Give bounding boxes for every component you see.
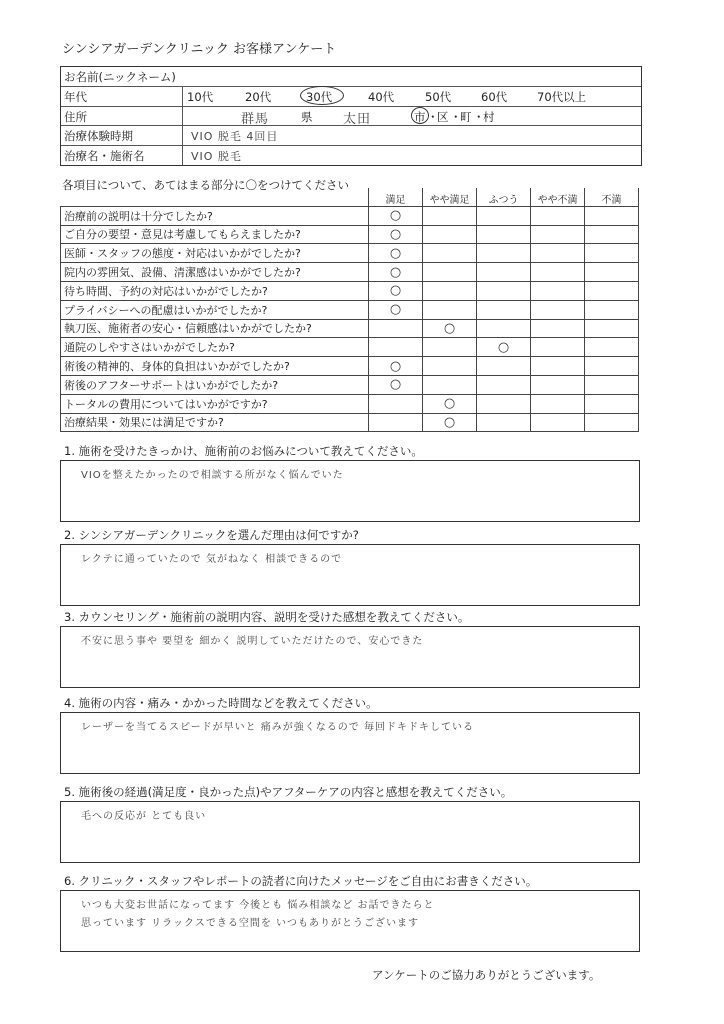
rating-circle-mark: ○ [389, 208, 402, 224]
rating-row [61, 281, 639, 300]
rating-cell[interactable] [369, 263, 423, 282]
footer-thanks: アンケートのご協力ありがとうございます。 [372, 968, 601, 982]
rating-cell[interactable] [585, 225, 639, 244]
rating-row [61, 338, 639, 357]
question-title: 6. クリニック・スタッフやレポートの読者に向けたメッセージをご自由にお書きください。 [64, 874, 538, 888]
address-prefecture: 群馬 [241, 111, 270, 127]
rating-cell[interactable] [531, 357, 585, 376]
answer-box[interactable] [60, 801, 640, 863]
rating-row [61, 357, 639, 376]
rating-cell[interactable] [531, 413, 585, 432]
rating-cell[interactable] [369, 225, 423, 244]
rating-cell[interactable] [585, 300, 639, 319]
rating-question: 治療前の説明は十分でしたか? [61, 206, 369, 225]
rating-cell[interactable] [531, 394, 585, 413]
rating-cell[interactable] [369, 281, 423, 300]
rating-cell[interactable] [531, 338, 585, 357]
rating-question: トータルの費用についてはいかがですか? [61, 394, 369, 413]
rating-circle-mark: ○ [497, 339, 510, 355]
rating-question: 術後のアフターサポートはいかがでしたか? [61, 375, 369, 394]
treatment-value: VIO 脱毛 [191, 150, 242, 164]
rating-row [61, 394, 639, 413]
rating-cell[interactable] [423, 206, 477, 225]
name-label: お名前(ニックネーム) [64, 70, 176, 84]
rating-cell[interactable] [423, 300, 477, 319]
rating-cell[interactable] [531, 225, 585, 244]
rating-circle-mark: ○ [389, 358, 402, 374]
rating-table [60, 188, 639, 432]
rating-cell[interactable] [477, 300, 531, 319]
rating-cell[interactable] [423, 244, 477, 263]
handwritten-answer: VIOを整えたかったので相談する所がなく悩んでいた [81, 470, 344, 481]
rating-circle-mark: ○ [389, 264, 402, 280]
rating-cell[interactable] [585, 244, 639, 263]
handwritten-answer: レーザーを当てるスピードが早いと 痛みが強くなるので 毎回ドキドキしている [81, 722, 474, 733]
rating-row [61, 413, 639, 432]
rating-cell[interactable] [585, 206, 639, 225]
rating-cell[interactable] [477, 319, 531, 338]
age-option[interactable]: 10代 [187, 89, 214, 104]
rating-cell[interactable] [585, 357, 639, 376]
rating-circle-mark: ○ [389, 302, 402, 318]
treatment-label: 治療名・施術名 [64, 149, 145, 164]
address-city: 太田 [343, 111, 372, 127]
address-unit-selected[interactable]: 市 [414, 109, 426, 125]
age-option[interactable]: 70代以上 [537, 89, 587, 104]
rating-cell[interactable] [531, 244, 585, 263]
rating-cell[interactable] [585, 375, 639, 394]
address-unit[interactable]: 村 [483, 109, 495, 124]
rating-cell[interactable] [531, 206, 585, 225]
rating-circle-mark: ○ [443, 320, 456, 336]
rating-cell[interactable] [369, 300, 423, 319]
address-row: 住所 群馬 県 太田 市 ・ 区 ・ 町 ・ 村 [61, 107, 641, 127]
rating-row [61, 244, 639, 263]
address-unit[interactable]: 町 [460, 109, 472, 124]
rating-cell[interactable] [369, 394, 423, 413]
experience-row [61, 126, 641, 146]
rating-cell[interactable] [585, 263, 639, 282]
address-ken: 県 [301, 109, 313, 124]
rating-cell[interactable] [477, 225, 531, 244]
rating-circle-mark: ○ [389, 283, 402, 299]
rating-row [61, 206, 639, 225]
rating-cell[interactable] [423, 225, 477, 244]
rating-question: 通院のしやすさはいかがでしたか? [61, 338, 369, 357]
answer-box[interactable] [60, 890, 640, 952]
rating-column-header: 満足 [369, 188, 423, 206]
rating-cell[interactable] [477, 206, 531, 225]
rating-cell[interactable] [531, 319, 585, 338]
rating-column-header: やや満足 [423, 188, 477, 206]
rating-cell[interactable] [531, 300, 585, 319]
handwritten-answer: レクテに通っていたので 気がねなく 相談できるので [81, 554, 343, 565]
question-title: 4. 施術の内容・痛み・かかった時間などを教えてください。 [64, 696, 378, 710]
rating-cell[interactable] [369, 206, 423, 225]
age-option[interactable]: 40代 [368, 89, 395, 104]
age-option[interactable]: 60代 [481, 89, 508, 104]
rating-cell[interactable] [477, 281, 531, 300]
rating-question: 院内の雰囲気、設備、清潔感はいかがでしたか? [61, 263, 369, 282]
address-label: 住所 [64, 109, 87, 124]
age-option[interactable]: 50代 [425, 89, 452, 104]
treatment-row [61, 146, 641, 165]
experience-label: 治療体験時期 [64, 129, 133, 144]
rating-cell[interactable] [423, 263, 477, 282]
rating-circle-mark: ○ [389, 245, 402, 261]
rating-question: 待ち時間、予約の対応はいかがでしたか? [61, 281, 369, 300]
rating-cell[interactable] [585, 338, 639, 357]
rating-cell[interactable] [369, 319, 423, 338]
rating-circle-mark: ○ [443, 414, 456, 430]
rating-question: 医師・スタッフの態度・対応はいかがでしたか? [61, 244, 369, 263]
rating-cell[interactable] [423, 357, 477, 376]
info-box [60, 66, 642, 166]
rating-cell[interactable] [477, 375, 531, 394]
form-title: シンシアガーデンクリニック お客様アンケート [62, 42, 337, 57]
handwritten-answer: 毛への反応が とても良い [81, 811, 207, 822]
rating-cell[interactable] [423, 319, 477, 338]
rating-cell[interactable] [585, 281, 639, 300]
age-option-selected[interactable]: 30代 [306, 89, 332, 105]
rating-cell[interactable] [423, 394, 477, 413]
answer-box[interactable] [60, 460, 640, 522]
rating-cell[interactable] [369, 244, 423, 263]
rating-question: 治療結果・効果には満足ですか? [61, 413, 369, 432]
rating-question: プライバシーへの配慮はいかがでしたか? [61, 300, 369, 319]
rating-row [61, 375, 639, 394]
rating-cell[interactable] [477, 338, 531, 357]
age-option[interactable]: 20代 [245, 89, 272, 104]
address-unit[interactable]: 区 [437, 109, 449, 124]
rating-row [61, 263, 639, 282]
rating-column-header: やや不満 [531, 188, 585, 206]
question-title: 2. シンシアガーデンクリニックを選んだ理由は何ですか? [64, 528, 359, 542]
rating-column-header: ふつう [477, 188, 531, 206]
rating-circle-mark: ○ [389, 226, 402, 242]
rating-cell[interactable] [423, 375, 477, 394]
rating-cell[interactable] [423, 413, 477, 432]
question-title: 1. 施術を受けたきっかけ、施術前のお悩みについて教えてください。 [64, 444, 423, 458]
rating-cell[interactable] [585, 319, 639, 338]
rating-cell[interactable] [477, 263, 531, 282]
rating-cell[interactable] [477, 244, 531, 263]
rating-cell[interactable] [531, 375, 585, 394]
rating-question: 執刀医、施術者の安心・信頼感はいかがでしたか? [61, 319, 369, 338]
handwritten-answer: 思っています リラックスできる空間を いつもありがとうございます [81, 918, 420, 929]
rating-cell[interactable] [369, 338, 423, 357]
rating-cell[interactable] [531, 281, 585, 300]
name-row [61, 67, 641, 87]
rating-column-header: 不満 [585, 188, 639, 206]
question-title: 3. カウンセリング・施術前の説明内容、説明を受けた感想を教えてください。 [64, 610, 470, 624]
answer-box[interactable] [60, 544, 640, 606]
rating-cell[interactable] [477, 413, 531, 432]
rating-question: ご自分の要望・意見は考慮してもらえましたか? [61, 225, 369, 244]
rating-cell[interactable] [585, 413, 639, 432]
rating-circle-mark: ○ [389, 377, 402, 393]
rating-question: 術後の精神的、身体的負担はいかがでしたか? [61, 357, 369, 376]
rating-row [61, 319, 639, 338]
rating-cell[interactable] [369, 375, 423, 394]
question-title: 5. 施術後の経過(満足度・良かった点)やアフターケアの内容と感想を教えてください。 [64, 785, 513, 799]
answer-box[interactable] [60, 626, 640, 688]
rating-cell[interactable] [477, 394, 531, 413]
rating-cell[interactable] [477, 357, 531, 376]
handwritten-answer: いつも大変お世話になってます 今後とも 悩み相談など お話できたらと [81, 900, 435, 911]
age-row [61, 87, 641, 107]
experience-value: VIO 脱毛 4回目 [191, 130, 279, 144]
age-label: 年代 [64, 89, 87, 104]
rating-row [61, 300, 639, 319]
rating-row [61, 225, 639, 244]
answer-box[interactable] [60, 712, 640, 774]
rating-circle-mark: ○ [443, 396, 456, 412]
rating-cell[interactable] [369, 357, 423, 376]
rating-cell[interactable] [585, 394, 639, 413]
handwritten-answer: 不安に思う事や 要望を 細かく 説明していただけたので、安心できた [81, 636, 424, 647]
rating-cell[interactable] [369, 413, 423, 432]
rating-instruction: 各項目について、あてはまる部分に〇をつけてください [62, 178, 350, 192]
rating-cell[interactable] [423, 281, 477, 300]
rating-cell[interactable] [531, 263, 585, 282]
rating-cell[interactable] [423, 338, 477, 357]
